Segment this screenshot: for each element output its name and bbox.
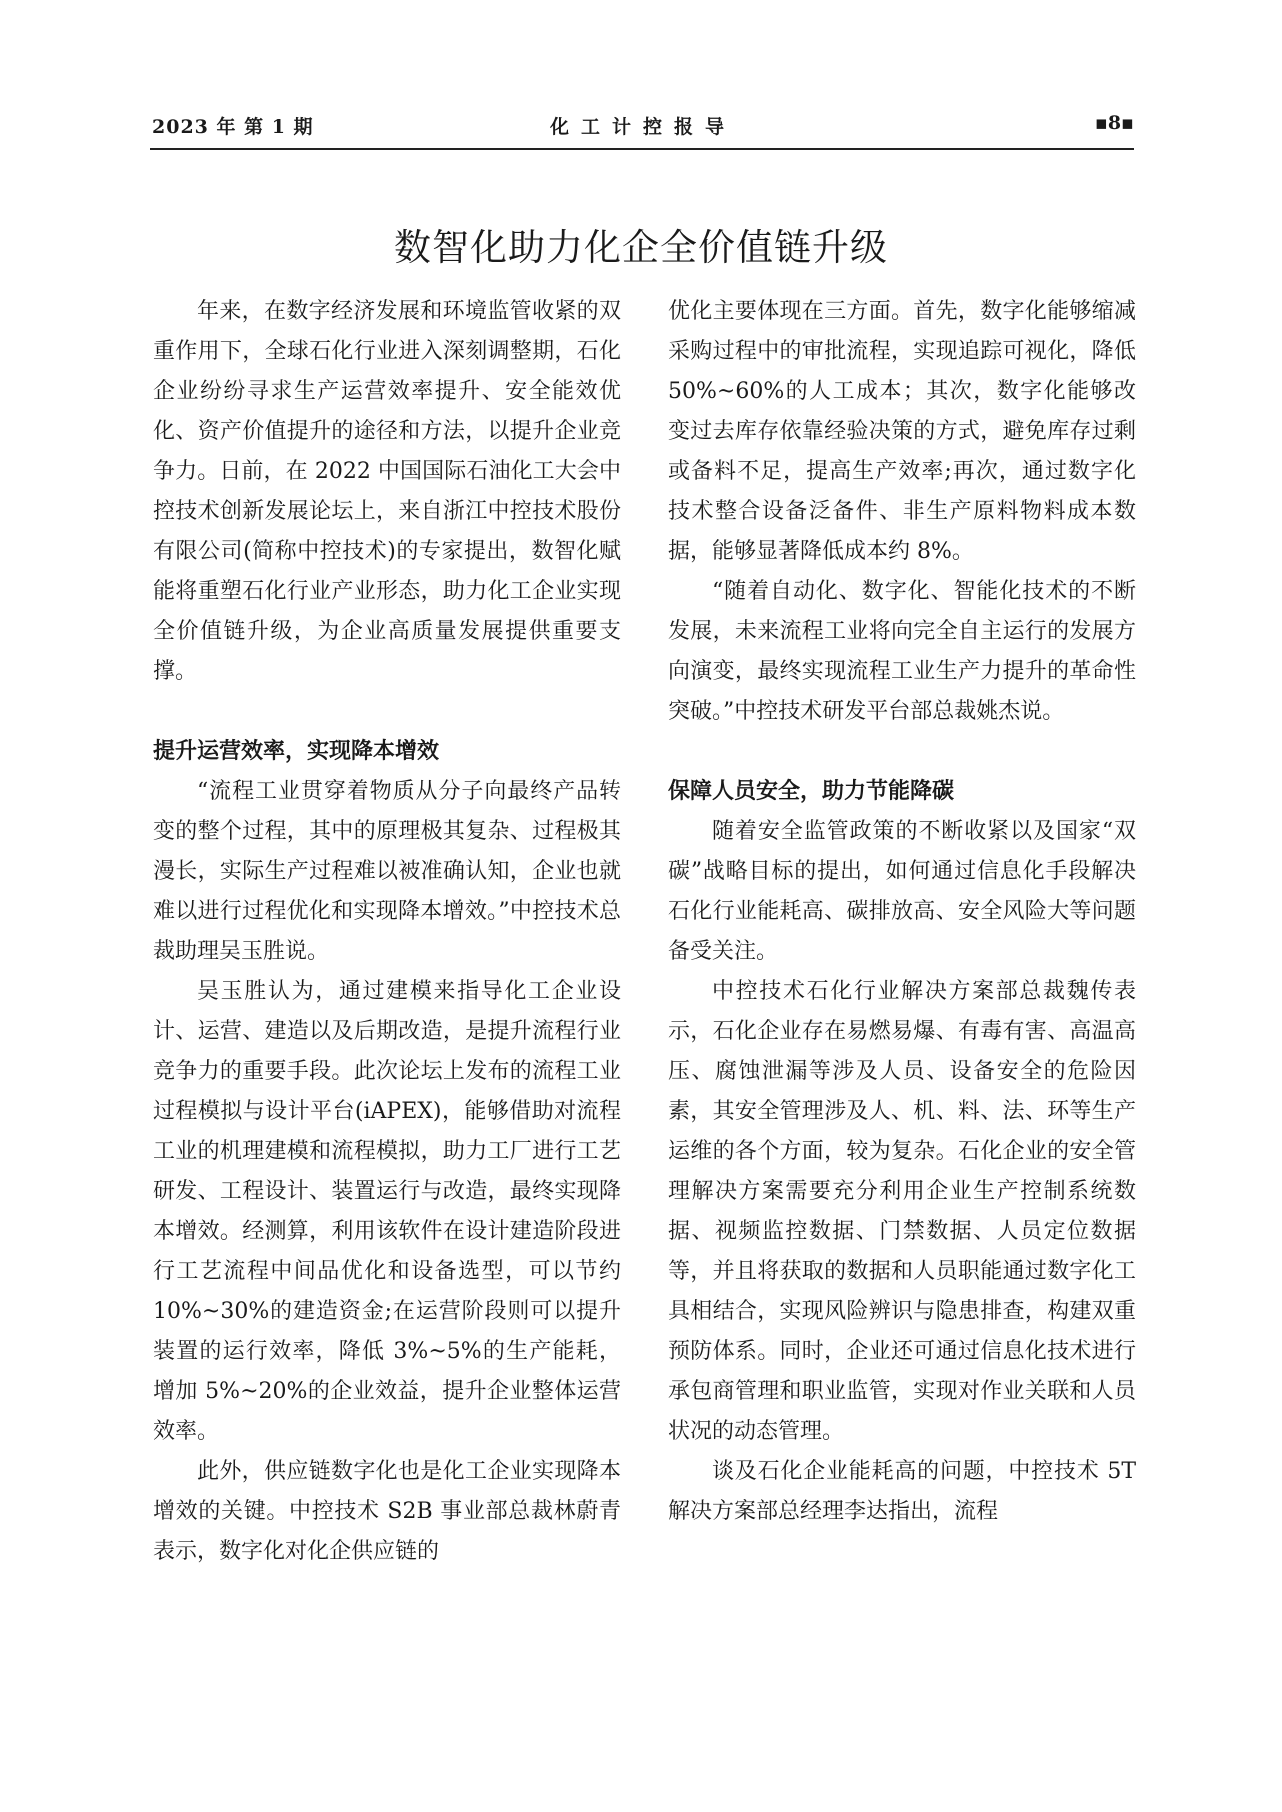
header-rule — [150, 148, 1134, 150]
paragraph: 年来，在数字经济发展和环境监管收紧的双重作用下，全球石化行业进入深刻调整期，石化企业纷纷寻求生产运营效率提升、安全能效优化、资产价值提升的途径和方法，以提升企业竞争力。日前，在 2022 中国国际石油化工大会中控技术创新发展论坛上，来自浙江中控技术股份有限公司(简称中控技术)的专家提出，数智化赋能将重塑石化行业产业形态，助力化工企业实现全价值链升级，为企业高质量发展提供重要支撑。 — [153, 299, 621, 684]
page-number: ▪8▪ — [1095, 112, 1134, 134]
section-heading: 提升运营效率，实现降本增效 — [153, 739, 440, 764]
paragraph: 中控技术石化行业解决方案部总裁魏传表示，石化企业存在易燃易爆、有毒有害、高温高压、腐蚀泄漏等涉及人员、设备安全的危险因素，其安全管理涉及人、机、料、法、环等生产运维的各个方面，较为复杂。石化企业的安全管理解决方案需要充分利用企业生产控制系统数据、视频监控数据、门禁数据、人员定位数据等，并且将获取的数据和人员职能通过数字化工具相结合，实现风险辨识与隐患排查，构建双重预防体系。同时，企业还可通过信息化技术进行承包商管理和职业监管，实现对作业关联和人员状况的动态管理。 — [668, 979, 1136, 1444]
paragraph: 此外，供应链数字化也是化工企业实现降本增效的关键。中控技术 S2B 事业部总裁林蔚青表示，数字化对化企供应链的 — [153, 1459, 621, 1564]
paragraph: 优化主要体现在三方面。首先，数字化能够缩减采购过程中的审批流程，实现追踪可视化，降低 50%~60%的人工成本；其次，数字化能够改变过去库存依靠经验决策的方式，避免库存过剩或备料不足，提高生产效率;再次，通过数字化技术整合设备泛备件、非生产原料物料成本数据，能够显著降低成本约 8%。 — [668, 299, 1136, 564]
paragraph: “随着自动化、数字化、智能化技术的不断发展，未来流程工业将向完全自主运行的发展方向演变，最终实现流程工业生产力提升的革命性突破。”中控技术研发平台部总裁姚杰说。 — [668, 579, 1136, 724]
spacer — [153, 692, 621, 732]
spacer — [668, 732, 1136, 772]
paragraph: 吴玉胜认为，通过建模来指导化工企业设计、运营、建造以及后期改造，是提升流程行业竞争力的重要手段。此次论坛上发布的流程工业过程模拟与设计平台(iAPEX)，能够借助对流程工业的机理建模和流程模拟，助力工厂进行工艺研发、工程设计、装置运行与改造，最终实现降本增效。经测算，利用该软件在设计建造阶段进行工艺流程中间品优化和设备选型，可以节约 10%~30%的建造资金;在运营阶段则可以提升装置的运行效率，降低 3%~5%的生产能耗，增加 5%~20%的企业效益，提升企业整体运营效率。 — [153, 979, 621, 1444]
paragraph: “流程工业贯穿着物质从分子向最终产品转变的整个过程，其中的原理极其复杂、过程极其漫长，实际生产过程难以被准确认知，企业也就难以进行过程优化和实现降本增效。”中控技术总裁助理吴玉胜说。 — [153, 779, 621, 964]
section-heading: 保障人员安全，助力节能降碳 — [668, 779, 955, 804]
journal-name: 化工计控报导 — [549, 116, 736, 138]
paragraph: 随着安全监管政策的不断收紧以及国家“双碳”战略目标的提出，如何通过信息化手段解决石化行业能耗高、碳排放高、安全风险大等问题备受关注。 — [668, 819, 1136, 964]
article-title: 数智化助力化企全价值链升级 — [394, 225, 888, 269]
left-column — [153, 292, 621, 1572]
issue-label: 2023 年 第 1 期 — [152, 116, 314, 138]
running-header — [152, 108, 1134, 142]
paragraph: 谈及石化企业能耗高的问题，中控技术 5T 解决方案部总经理李达指出，流程 — [668, 1459, 1136, 1524]
right-column — [668, 292, 1136, 1532]
